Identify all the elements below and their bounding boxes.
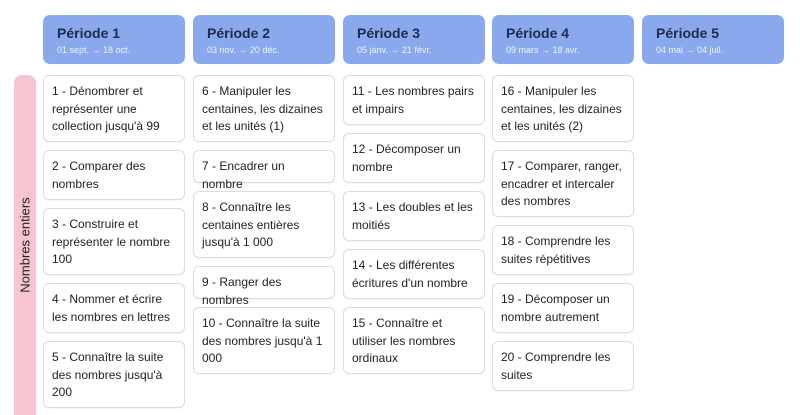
lesson-card[interactable]: 15 - Connaître et utiliser les nombres ordinaux	[343, 307, 485, 374]
lesson-card[interactable]: 14 - Les différentes écritures d'un nombre	[343, 249, 485, 299]
period-header-3[interactable]	[343, 15, 485, 64]
lesson-card[interactable]: 3 - Construire et représenter le nombre 100	[43, 208, 185, 275]
lesson-card[interactable]: 12 - Décomposer un nombre	[343, 133, 485, 183]
lesson-card[interactable]: 10 - Connaître la suite des nombres jusqu'à 1 000	[193, 307, 335, 374]
lesson-card[interactable]: 9 - Ranger des nombres	[193, 266, 335, 299]
period-title: Période 3	[357, 25, 421, 41]
period-dates: 04 mai → 04 juil.	[656, 45, 724, 55]
lesson-card[interactable]: 18 - Comprendre les suites répétitives	[492, 225, 634, 275]
period-title: Période 4	[506, 25, 570, 41]
period-header-2[interactable]	[193, 15, 335, 64]
period-dates: 01 sept. → 18 oct.	[57, 45, 131, 55]
lesson-card[interactable]: 1 - Dénombrer et représenter une collection jusqu'à 99	[43, 75, 185, 142]
period-title: Période 5	[656, 25, 720, 41]
lesson-card[interactable]: 19 - Décomposer un nombre autrement	[492, 283, 634, 333]
category-label: Nombres entiers	[17, 197, 33, 293]
lesson-card[interactable]: 2 - Comparer des nombres	[43, 150, 185, 200]
lesson-card[interactable]: 5 - Connaître la suite des nombres jusqu'à 200	[43, 341, 185, 408]
period-dates: 09 mars → 18 avr.	[506, 45, 580, 55]
period-dates: 05 janv. → 21 févr.	[357, 45, 432, 55]
lesson-card[interactable]: 8 - Connaître les centaines entières jusqu'à 1 000	[193, 191, 335, 258]
period-header-1[interactable]	[43, 15, 185, 64]
period-header-5[interactable]	[642, 15, 784, 64]
lesson-card[interactable]: 4 - Nommer et écrire les nombres en lettres	[43, 283, 185, 333]
lesson-card[interactable]: 17 - Comparer, ranger, encadrer et intercaler des nombres	[492, 150, 634, 217]
lesson-card[interactable]: 6 - Manipuler les centaines, les dizaines et les unités (1)	[193, 75, 335, 142]
period-dates: 03 nov. → 20 déc.	[207, 45, 280, 55]
lesson-card[interactable]: 11 - Les nombres pairs et impairs	[343, 75, 485, 125]
lesson-card[interactable]: 13 - Les doubles et les moitiés	[343, 191, 485, 241]
lesson-card[interactable]: 20 - Comprendre les suites	[492, 341, 634, 391]
period-title: Période 2	[207, 25, 271, 41]
category-sidebar	[14, 75, 36, 415]
period-header-4[interactable]	[492, 15, 634, 64]
lesson-card[interactable]: 7 - Encadrer un nombre	[193, 150, 335, 183]
period-title: Période 1	[57, 25, 121, 41]
lesson-card[interactable]: 16 - Manipuler les centaines, les dizaines et les unités (2)	[492, 75, 634, 142]
